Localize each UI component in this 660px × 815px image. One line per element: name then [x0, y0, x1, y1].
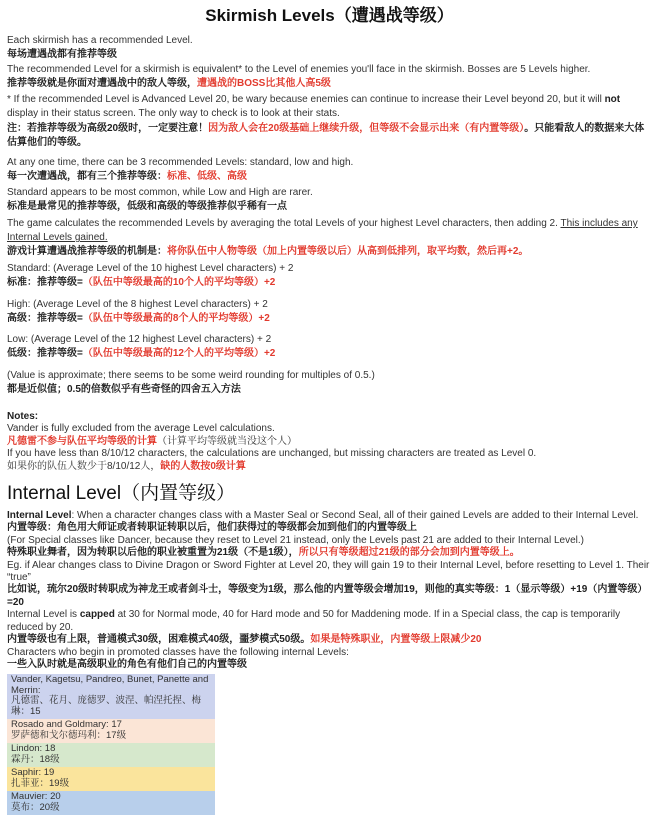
- text-segment: The recommended Level for a skirmish is equivalent* to the Level of enemies you'll face in the skirmish. Bosses are 5 Levels higher.: [7, 64, 591, 75]
- internal-level-section: [7, 510, 652, 671]
- text-segment-red: 如果是特殊职业，内置等级上限减少20: [310, 634, 482, 646]
- text-line: [7, 170, 652, 184]
- text-segment: * If the recommended Level is Advanced Level 20, be wary because enemies can continue to increase their Level beyond 20, but it will: [7, 94, 605, 105]
- text-segment: 每场遭遇战都有推荐等级: [7, 49, 117, 60]
- text-line: [7, 411, 652, 423]
- page-title: Skirmish Levels（遭遇战等级）: [205, 6, 454, 25]
- text-segment: Eg. if Alear changes class to Divine Dragon or Sword Fighter at Level 20, they will gain 19 to their Internal Level, before resetting to Level 1. Their “true”: [7, 559, 650, 584]
- text-line: [7, 312, 652, 326]
- text-segment: Standard: (Average Level of the 10 highest Level characters) + 2: [7, 263, 294, 274]
- text-segment: 内置等级：角色用大师证或者转职证转职以后，他们获得过的等级都会加到他们的内置等级上: [7, 522, 417, 534]
- table-row-chinese: 罗萨德和戈尔德玛利：17级: [11, 729, 127, 741]
- text-line: [7, 77, 652, 91]
- text-segment: If you have less than 8/10/12 characters, the calculations are unchanged, but missing characters are treated as Level 0.: [7, 448, 537, 460]
- notes-section: [7, 411, 652, 473]
- text-segment-red: （队伍中等级最高的8个人的平均等级）+2: [82, 313, 270, 324]
- text-segment-red: 所以只有等级超过21级的部分会加到内置等级上。: [298, 547, 520, 559]
- text-segment: 都是近似值；0.5的倍数似乎有些奇怪的四舍五入方法: [7, 384, 241, 395]
- text-line: [7, 156, 652, 170]
- text-segment: 如果你的队伍人数少于8/10/12人，: [7, 460, 161, 472]
- table-row-chinese: 霖丹：18级: [11, 753, 60, 765]
- text-line: [7, 535, 652, 547]
- text-segment: 比如说，琉尔20级时转职成为神龙王或者剑斗士，等级变为1级，那么他的内置等级会增加19，则他的真实等级：1（显示等级）+19（内置等级）=20: [7, 584, 648, 608]
- text-segment: 低级：推荐等级=: [7, 348, 83, 359]
- text-segment: at 30 for Normal mode, 40 for Hard mode and 50 for Maddening mode. If in a Special class, the cap is temporarily reduced by 20.: [7, 609, 621, 633]
- text-segment: Notes:: [7, 411, 39, 422]
- text-line: [7, 63, 652, 77]
- text-line: [7, 347, 652, 361]
- text-line: [7, 276, 652, 290]
- text-segment: 游戏计算遭遇战推荐等级的机制是：: [7, 246, 167, 257]
- text-line: [7, 423, 652, 435]
- text-segment: (Value is approximate; there seems to be some weird rounding for multiples of 0.5.): [7, 370, 375, 381]
- text-segment: 高级：推荐等级=: [7, 313, 83, 324]
- text-line: [7, 298, 652, 312]
- text-segment: Standard appears to be most common, while Low and High are rarer.: [7, 187, 313, 198]
- text-line: [7, 48, 652, 62]
- internal-level-heading: Internal Level（内置等级）: [7, 483, 236, 505]
- text-segment: Characters who begin in promoted classes have the following internal Levels:: [7, 646, 349, 658]
- table-row-chinese: 扎菲亚：19级: [11, 777, 70, 789]
- text-segment: : When a character changes class with a Master Seal or Second Seal, all of their gained Levels are added to their Internal Level.: [71, 510, 639, 522]
- table-row-english: Rosado and Goldmary: 17: [11, 719, 122, 731]
- text-segment: 标准是最常见的推荐等级，低级和高级的等级推荐似乎稀有一点: [7, 201, 287, 212]
- text-line: [7, 262, 652, 276]
- skirmish-section: [7, 34, 652, 397]
- text-line: [7, 186, 652, 200]
- text-segment: 注：若推荐等级为高级20级时，一定要注意！: [7, 123, 209, 134]
- text-segment: Low: (Average Level of the 12 highest Level characters) + 2: [7, 334, 272, 345]
- text-line: [7, 522, 652, 534]
- text-line: [7, 560, 652, 585]
- text-line: [7, 609, 652, 634]
- table-row: [7, 674, 215, 719]
- text-segment: 每一次遭遇战，都有三个推荐等级：: [7, 171, 167, 182]
- text-line: [7, 333, 652, 347]
- text-segment: 一些入队时就是高级职业的角色有他们自己的内置等级: [7, 658, 247, 670]
- text-line: [7, 200, 652, 214]
- text-line: [7, 634, 652, 646]
- text-line: [7, 510, 652, 522]
- text-segment: High: (Average Level of the 8 highest Level characters) + 2: [7, 299, 268, 310]
- text-line: [7, 383, 652, 397]
- table-row-english: Mauvier: 20: [11, 791, 61, 803]
- table-row-english: Vander, Kagetsu, Pandreo, Bunet, Panette and Merrin:: [11, 674, 209, 696]
- table-row-english: Saphir: 19: [11, 767, 55, 779]
- text-line: [7, 584, 652, 609]
- text-segment: Each skirmish has a recommended Level.: [7, 35, 193, 46]
- text-segment-red: 缺的人数按0级计算: [160, 460, 246, 472]
- text-segment: Internal Level is: [7, 609, 80, 621]
- text-segment-red: 凡德雷不参与队伍平均等级的计算: [7, 435, 157, 447]
- table-row-chinese: 莫布：20级: [11, 801, 60, 813]
- text-segment: capped: [79, 609, 115, 621]
- text-segment-red: 标准、低级、高级: [167, 171, 247, 182]
- text-line: [7, 369, 652, 383]
- table-row: [7, 719, 215, 743]
- table-row-chinese: 凡德雷、花月、庞德罗、波涅、帕涅托捏、梅琳：15: [11, 695, 202, 717]
- text-segment: This includes any Internal Levels gained.: [7, 218, 638, 243]
- text-segment-red: 遭遇战的BOSS比其他人高5级: [197, 78, 331, 89]
- text-segment: （计算平均等级就当没这个人）: [157, 435, 297, 447]
- text-line: [7, 461, 652, 473]
- text-line: [7, 436, 652, 448]
- text-segment: 特殊职业舞者，因为转职以后他的职业被重置为21级（不是1级），: [7, 547, 299, 559]
- text-segment: Vander is fully excluded from the average Level calculations.: [7, 423, 275, 435]
- text-line: [7, 547, 652, 559]
- internal-levels-table: [7, 674, 215, 815]
- text-line: [7, 217, 652, 245]
- table-row: [7, 767, 215, 791]
- text-line: [7, 122, 652, 150]
- text-line: [7, 245, 652, 259]
- text-line: [7, 448, 652, 460]
- text-segment: 。只能看敌人的数据来大体估算他们的等级。: [7, 123, 645, 148]
- text-segment-red: （队伍中等级最高的12个人的平均等级）+2: [82, 348, 276, 359]
- table-row: [7, 743, 215, 767]
- text-segment: The game calculates the recommended Levels by averaging the total Levels of your highest Level characters, then adding 2.: [7, 218, 561, 229]
- text-segment: Internal Level: [7, 510, 72, 522]
- text-segment: 标准：推荐等级=: [7, 277, 83, 288]
- text-line: [7, 93, 652, 121]
- table-row-english: Lindon: 18: [11, 743, 56, 755]
- text-segment: 推荐等级就是你面对遭遇战中的敌人等级，: [7, 78, 197, 89]
- text-segment: display in their status screen. The only way to check is to look at their stats.: [7, 108, 340, 119]
- table-row: [7, 791, 215, 815]
- text-line: [7, 34, 652, 48]
- text-segment-red: 因为敌人会在20级基础上继续升级，但等级不会显示出来（有内置等级）: [208, 123, 525, 134]
- text-line: [7, 647, 652, 659]
- text-segment: (For Special classes like Dancer, because they reset to Level 21 instead, only the Levels past 21 are added to their Internal Level.): [7, 534, 584, 546]
- text-segment: not: [604, 94, 621, 105]
- text-segment: At any one time, there can be 3 recommended Levels: standard, low and high.: [7, 157, 354, 168]
- text-line: [7, 659, 652, 671]
- text-segment-red: （队伍中等级最高的10个人的平均等级）+2: [82, 277, 276, 288]
- text-segment: 内置等级也有上限，普通模式30级，困难模式40级，噩梦模式50级。: [7, 634, 311, 646]
- text-segment-red: 将你队伍中人物等级（加上内置等级以后）从高到低排列，取平均数，然后再+2。: [167, 246, 529, 257]
